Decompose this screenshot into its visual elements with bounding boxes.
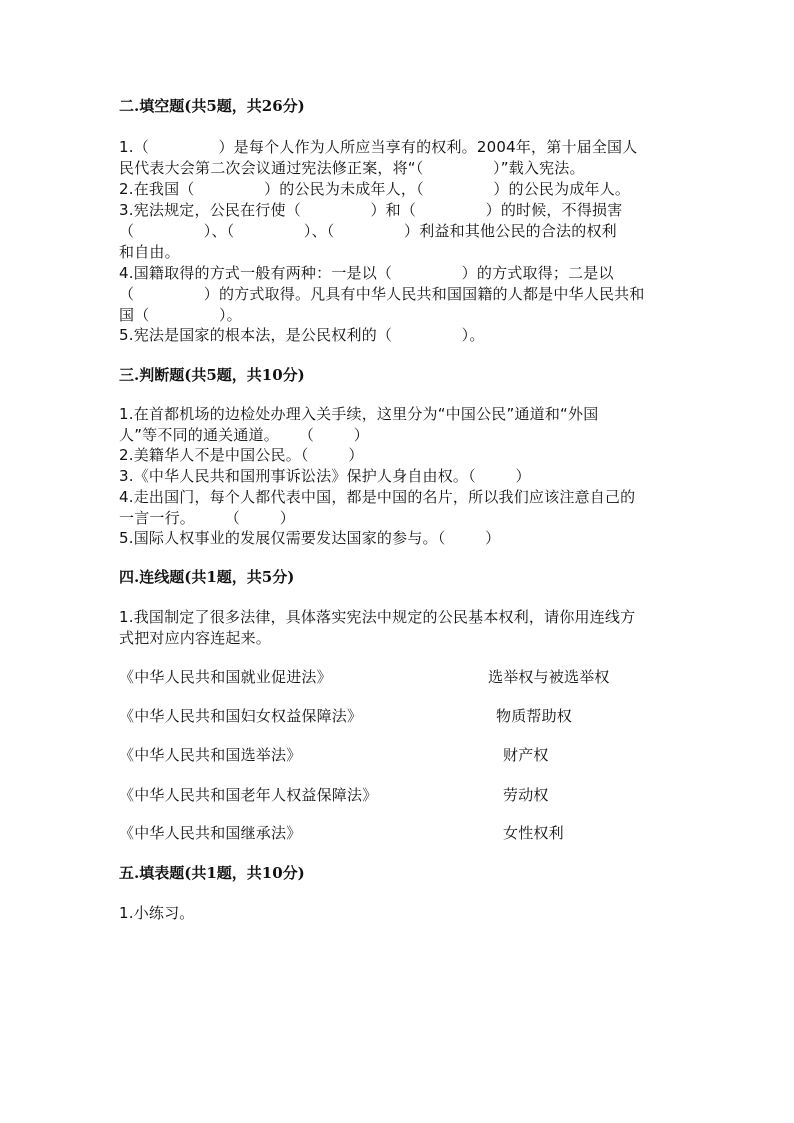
fill-blank-line: 国（ ）。 [119, 306, 242, 324]
fill-blank-line: 5.宪法是国家的根本法，是公民权利的（ ）。 [119, 326, 485, 344]
true-false-line: 2.美籍华人不是中国公民。（ ） [119, 446, 364, 464]
section-heading-true-false: 三.判断题(共5题，共10分) [119, 366, 305, 384]
matching-left-item: 《中华人民共和国就业促进法》 [119, 668, 332, 686]
fill-blank-line: 1.（ ）是每个人作为人所应当享有的权利。2004年，第十届全国人 [119, 138, 638, 156]
table-exercise-line: 1.小练习。 [119, 904, 195, 922]
matching-right-item: 财产权 [503, 746, 549, 764]
matching-left-item: 《中华人民共和国妇女权益保障法》 [119, 707, 363, 725]
true-false-line: 一言一行。 （ ） [119, 509, 295, 527]
fill-blank-line: （ ）的方式取得。凡具有中华人民共和国国籍的人都是中华人民共和 [119, 285, 645, 303]
matching-intro-line: 式把对应内容连起来。 [119, 629, 272, 647]
true-false-line: 1.在首都机场的边检处办理入关手续，这里分为“中国公民”通道和“外国 [119, 405, 599, 423]
fill-blank-line: 和自由。 [119, 243, 180, 261]
matching-left-item: 《中华人民共和国选举法》 [119, 746, 302, 764]
true-false-line: 3.《中华人民共和国刑事诉讼法》保护人身自由权。（ ） [119, 467, 531, 485]
matching-right-item: 女性权利 [503, 824, 564, 842]
true-false-line: 5.国际人权事业的发展仅需要发达国家的参与。（ ） [119, 529, 501, 547]
fill-blank-line: 民代表大会第二次会议通过宪法修正案，将“（ ）”载入宪法。 [119, 159, 585, 177]
matching-right-item: 劳动权 [503, 786, 549, 804]
matching-left-item: 《中华人民共和国老年人权益保障法》 [119, 786, 378, 804]
fill-blank-line: 3.宪法规定，公民在行使（ ）和（ ）的时候，不得损害 [119, 201, 623, 219]
matching-right-item: 选举权与被选举权 [488, 668, 610, 686]
fill-blank-line: （ ）、（ ）、（ ）利益和其他公民的合法的权利 [119, 222, 617, 240]
section-heading-table: 五.填表题(共1题，共10分) [119, 864, 305, 882]
section-heading-fill-blank: 二.填空题(共5题，共26分) [119, 97, 305, 115]
matching-intro-line: 1.我国制定了很多法律，具体落实宪法中规定的公民基本权利，请你用连线方 [119, 608, 636, 626]
matching-left-item: 《中华人民共和国继承法》 [119, 824, 302, 842]
matching-right-item: 物质帮助权 [496, 707, 573, 725]
fill-blank-line: 4.国籍取得的方式一般有两种：一是以（ ）的方式取得；二是以 [119, 264, 614, 282]
true-false-line: 4.走出国门，每个人都代表中国，都是中国的名片，所以我们应该注意自己的 [119, 488, 636, 506]
section-heading-matching: 四.连线题(共1题，共5分) [119, 568, 295, 586]
fill-blank-line: 2.在我国（ ）的公民为未成年人，（ ）的公民为成年人。 [119, 180, 631, 198]
true-false-line: 人”等不同的通关通道。 （ ） [119, 426, 369, 444]
